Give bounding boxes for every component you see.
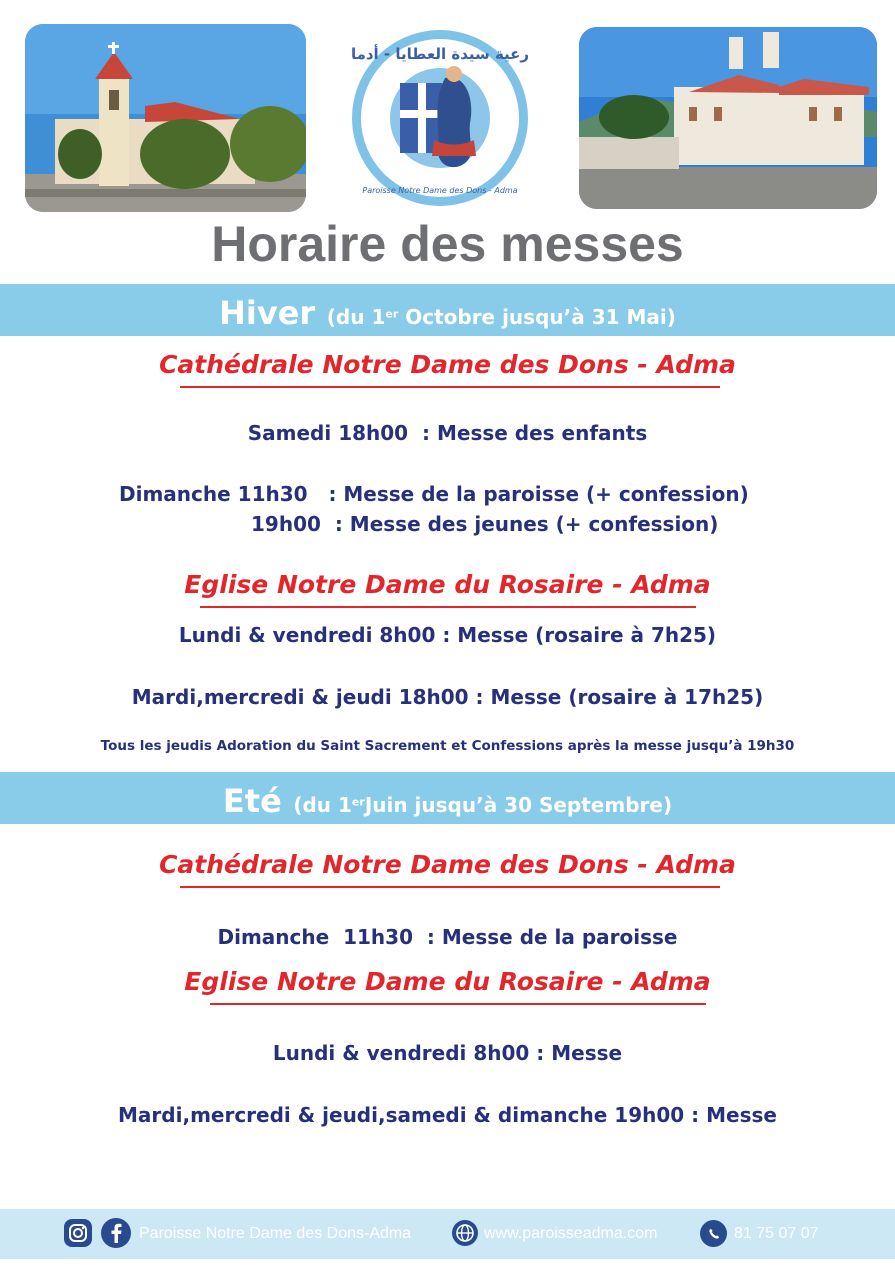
parish-logo <box>350 28 530 208</box>
instagram-icon[interactable] <box>64 1219 92 1247</box>
winter-note: Tous les jeudis Adoration du Saint Sacrement et Confessions après la messe jusqu’à 19h30 <box>100 738 795 754</box>
summer-church-line-1: Lundi & vendredi 8h00 : Messe <box>272 1041 623 1065</box>
winter-cathedral-name: Cathédrale Notre Dame des Dons - Adma <box>159 350 736 379</box>
winter-range-sup: er <box>385 307 399 321</box>
page-title: Horaire des messes <box>211 216 684 272</box>
whatsapp-icon[interactable] <box>700 1220 727 1247</box>
summer-cathedral-line-1: Dimanche 11h30 : Messe de la paroisse <box>217 925 678 949</box>
logo-french-text: Paroisse Notre Dame des Dons - Adma <box>362 186 518 195</box>
cathedral-photo-right <box>579 27 877 209</box>
winter-church-underline <box>200 606 696 608</box>
phone-number[interactable]: 81 75 07 07 <box>734 1225 819 1242</box>
website-link[interactable]: www.paroisseadma.com <box>484 1225 658 1242</box>
winter-church-line-1: Lundi & vendredi 8h00 : Messe (rosaire à 7h25) <box>178 623 717 647</box>
facebook-icon[interactable] <box>101 1218 131 1248</box>
summer-cathedral-name: Cathédrale Notre Dame des Dons - Adma <box>159 850 736 879</box>
summer-range-suffix: Juin jusqu’à 30 Septembre) <box>364 793 673 817</box>
globe-icon <box>452 1220 478 1246</box>
winter-range-suffix: Octobre jusqu’à 31 Mai) <box>398 305 676 329</box>
logo-arabic-text: رعية سيدة العطايا - أدما <box>350 45 530 63</box>
summer-church-underline <box>210 1003 706 1005</box>
facebook-page-name[interactable]: Paroisse Notre Dame des Dons-Adma <box>139 1225 412 1242</box>
winter-church-name: Eglise Notre Dame du Rosaire - Adma <box>184 570 711 599</box>
summer-cathedral-underline <box>180 886 720 888</box>
summer-range-prefix: (du 1 <box>293 793 352 817</box>
winter-cathedral-line-1: Samedi 18h00 : Messe des enfants <box>247 421 648 445</box>
summer-range-sup: er <box>351 795 365 809</box>
winter-cathedral-line-3: 19h00 : Messe des jeunes (+ confession) <box>251 512 719 536</box>
summer-header <box>0 782 895 820</box>
church-photo-left <box>25 24 306 212</box>
summer-label: Eté <box>222 782 282 820</box>
summer-church-name: Eglise Notre Dame du Rosaire - Adma <box>184 967 711 996</box>
winter-header <box>0 294 895 332</box>
winter-label: Hiver <box>219 294 316 332</box>
winter-range-prefix: (du 1 <box>326 305 386 329</box>
winter-cathedral-line-2: Dimanche 11h30 : Messe de la paroisse (+ confession) <box>119 482 749 506</box>
summer-church-line-2: Mardi,mercredi & jeudi,samedi & dimanche 19h00 : Messe <box>118 1103 777 1127</box>
winter-cathedral-underline <box>180 386 720 388</box>
winter-church-line-2: Mardi,mercredi & jeudi 18h00 : Messe (rosaire à 17h25) <box>131 685 764 709</box>
